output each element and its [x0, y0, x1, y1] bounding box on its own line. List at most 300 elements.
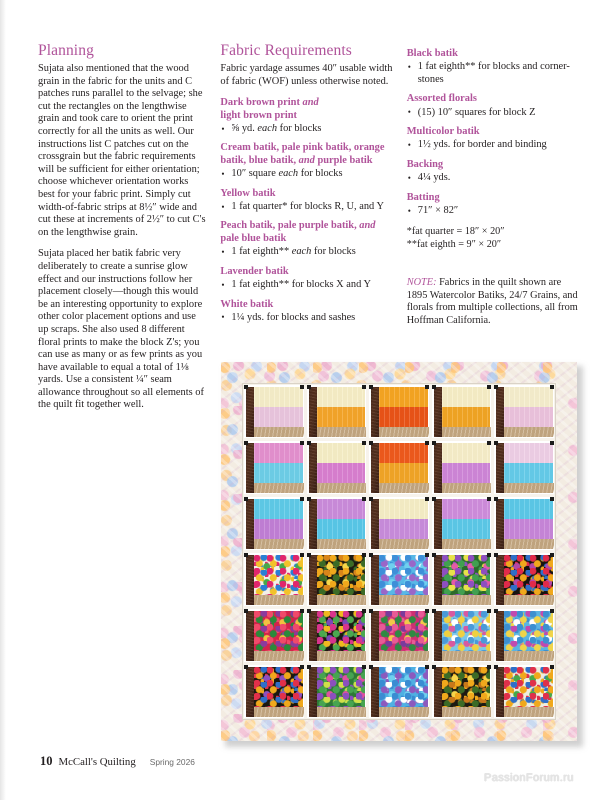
quilt-block-sill	[373, 595, 429, 605]
fabric-bullet	[407, 172, 583, 184]
quilt-cornerstone	[425, 497, 429, 501]
quilt-block	[369, 497, 429, 550]
quilt-cornerstone	[369, 553, 373, 557]
page-number: 10	[40, 754, 53, 768]
quilt-block-post	[434, 443, 442, 493]
fabric-requirements-heading: Fabric Requirements	[220, 42, 352, 59]
quilt-block-pane	[254, 443, 303, 483]
quilt-block-post	[496, 443, 504, 493]
quilt-block-pane	[379, 387, 428, 427]
fabric-item-label	[407, 192, 583, 204]
quilt-block-post	[246, 611, 254, 661]
quilt-cornerstone	[432, 553, 436, 557]
quilt-block-pane	[317, 499, 366, 539]
quilt-block	[432, 497, 492, 550]
quilt-block-pane	[379, 499, 428, 539]
text-run: pale blue batik	[220, 232, 287, 244]
quilt-cornerstone	[307, 553, 311, 557]
planning-paragraph: Sujata also mentioned that the wood grain in the fabric for the units and C patches runs parallel to the selvage; she cut the rectangles on the lengthwise grain and took care to orient the print correctly for all the units as well. Our instructions list C patches cut on the crossgrain but the fabric requirements will be sufficient for either orientation; choose whichever orientation works best for your fabric print. Simply cut width-of-fabric strips at 8½″ wide and cut these at increments of 2½″ to cut C's on the lengthwise grain.	[38, 63, 206, 238]
fabric-item-label	[220, 266, 392, 278]
text-run: Lavender batik	[220, 265, 289, 277]
quilt-block-floral	[379, 611, 428, 651]
quilt-block-sill	[373, 539, 429, 549]
quilt-block-band	[379, 443, 428, 463]
fabric-bullet	[220, 279, 392, 291]
fabric-bullet	[220, 201, 392, 213]
quilt-cornerstone	[425, 609, 429, 613]
quilt-block	[244, 665, 304, 718]
quilt-block-sill	[436, 595, 492, 605]
quilt-cornerstone	[487, 553, 491, 557]
quilt-block	[494, 553, 554, 606]
quilt-cornerstone	[487, 497, 491, 501]
quilt-block-pane	[379, 555, 428, 595]
fabric-item-label	[407, 126, 583, 138]
fabric-item-bullets	[220, 201, 392, 213]
text-run: for blocks	[277, 123, 322, 135]
quilt-block-grid	[244, 385, 554, 718]
quilt-block-sill	[311, 427, 367, 437]
quilt-block-pane	[254, 667, 303, 707]
page-footer	[40, 754, 195, 769]
quilt-cornerstone	[487, 385, 491, 389]
text-run: and	[298, 154, 315, 166]
quilt-block-band	[317, 407, 366, 427]
quilt-block-pane	[442, 387, 491, 427]
quilt-cornerstone	[307, 609, 311, 613]
quilt-cornerstone	[487, 441, 491, 445]
quilt-block-sill	[373, 427, 429, 437]
quilt-block-band	[254, 407, 303, 427]
text-run: purple batik	[314, 154, 373, 166]
quilt-block-band	[317, 463, 366, 483]
quilt-block-pane	[442, 555, 491, 595]
quilt-block-sill	[248, 427, 304, 437]
fabric-list-column-3	[407, 48, 583, 217]
quilt-block	[307, 385, 367, 438]
quilt-cornerstone	[244, 553, 248, 557]
quilt-cornerstone	[432, 609, 436, 613]
quilt-block-post	[246, 443, 254, 493]
note-label: NOTE:	[406, 277, 437, 289]
quilt-cornerstone	[362, 553, 366, 557]
quilt-cornerstone	[244, 665, 248, 669]
quilt-cornerstone	[362, 441, 366, 445]
quilt-block-post	[246, 499, 254, 549]
fabric-item-bullets	[407, 139, 583, 151]
quilt-block-post	[434, 499, 442, 549]
fabric-item-label-line2: light brown print	[220, 109, 298, 121]
quilt-block-band	[504, 443, 553, 463]
quilt-cornerstone	[369, 497, 373, 501]
quilt-cornerstone	[244, 497, 248, 501]
watermark: PassionForum.ru	[484, 772, 574, 784]
quilt-block-band	[379, 463, 428, 483]
quilt-block-band	[379, 499, 428, 519]
fabric-item-label	[407, 93, 583, 105]
issue-date: Spring 2026	[149, 757, 195, 767]
quilt-cornerstone	[307, 497, 311, 501]
quilt-block-band	[317, 499, 366, 519]
quilt-block-post	[371, 443, 379, 493]
column-planning	[38, 42, 206, 412]
quilt-block-band	[317, 519, 366, 539]
quilt-block-sill	[373, 707, 429, 717]
quilt-block-sill	[248, 483, 304, 493]
quilt-block-sill	[436, 539, 492, 549]
quilt-block-pane	[317, 667, 366, 707]
quilt-block-sill	[498, 651, 554, 661]
quilt-block	[432, 609, 492, 662]
text-run: Assorted florals	[406, 93, 477, 105]
quilt-cornerstone	[494, 665, 498, 669]
quilt-cornerstone	[362, 665, 366, 669]
quilt-block-post	[246, 667, 254, 717]
fabric-item-bullets	[220, 279, 392, 291]
quilt-cornerstone	[494, 553, 498, 557]
quilt-cornerstone	[362, 609, 366, 613]
quilt-block-post	[496, 499, 504, 549]
quilt-cornerstone	[300, 665, 304, 669]
quilt-cornerstone	[494, 497, 498, 501]
fabric-note	[407, 277, 583, 327]
quilt-block-post	[309, 387, 317, 437]
quilt-cornerstone	[362, 385, 366, 389]
fabric-item-label	[407, 159, 583, 171]
quilt-cornerstone	[300, 609, 304, 613]
quilt-cornerstone	[307, 385, 311, 389]
text-run: Black batik	[406, 48, 458, 59]
quilt-block	[369, 385, 429, 438]
fabric-item-label	[220, 188, 392, 200]
text-run: each	[278, 168, 299, 180]
fabric-bullet	[407, 139, 583, 151]
fabric-item-bullets	[220, 168, 392, 180]
quilt-block-post	[434, 555, 442, 605]
quilt-block-floral	[317, 667, 366, 707]
quilt-block-post	[371, 555, 379, 605]
quilt-cornerstone	[369, 665, 373, 669]
quilt-cornerstone	[244, 441, 248, 445]
quilt-block-post	[496, 555, 504, 605]
quilt-cornerstone	[550, 497, 554, 501]
fabric-item-bullets	[220, 312, 392, 324]
quilt-block	[432, 385, 492, 438]
fabric-bullet	[407, 61, 583, 86]
quilt-block-sill	[436, 483, 492, 493]
quilt-block-post	[371, 387, 379, 437]
quilt-block	[369, 665, 429, 718]
quilt-block-pane	[504, 555, 553, 595]
quilt-block-band	[442, 407, 491, 427]
quilt-block-band	[254, 519, 303, 539]
text-run: Dark brown print	[220, 97, 303, 109]
quilt-block-pane	[504, 499, 553, 539]
quilt-block-pane	[317, 443, 366, 483]
text-run: each	[257, 123, 278, 135]
quilt-block-band	[379, 387, 428, 407]
quilt-block-sill	[498, 595, 554, 605]
quilt-cornerstone	[362, 497, 366, 501]
text-run: (15) 10″ squares for block Z	[417, 106, 536, 118]
quilt-block-floral	[254, 667, 303, 707]
fabric-bullet	[220, 246, 392, 258]
quilt-cornerstone	[550, 665, 554, 669]
quilt-cornerstone	[244, 385, 248, 389]
text-run: 1 fat eighth**	[231, 246, 292, 258]
quilt-block-floral	[442, 555, 491, 595]
fabric-bullet	[407, 205, 583, 217]
quilt-block	[307, 609, 367, 662]
quilt-block-sill	[311, 483, 367, 493]
quilt-block	[307, 665, 367, 718]
quilt-cornerstone	[550, 609, 554, 613]
quilt-block-band	[504, 519, 553, 539]
quilt-inner-field	[242, 383, 556, 720]
quilt-block-sill	[311, 539, 367, 549]
quilt-block-sill	[498, 539, 554, 549]
quilt-cornerstone	[300, 553, 304, 557]
fabric-footnotes	[407, 226, 583, 251]
fabric-bullet	[220, 168, 392, 180]
text-run: 1 fat eighth** for blocks and corner-stones	[417, 61, 570, 85]
quilt-cornerstone	[300, 441, 304, 445]
quilt-block-band	[442, 387, 491, 407]
quilt-block-pane	[379, 611, 428, 651]
fabric-item-label	[407, 48, 583, 60]
quilt-block-sill	[373, 651, 429, 661]
quilt-block	[494, 385, 554, 438]
text-run: 1¼ yds. for blocks and sashes	[231, 311, 356, 323]
quilt-block-post	[496, 667, 504, 717]
quilt-block	[244, 441, 304, 494]
text-run: 1 fat quarter* for blocks R, U, and Y	[231, 201, 384, 213]
fabric-bullet	[220, 312, 392, 324]
fabric-item-bullets	[220, 246, 392, 258]
quilt-cornerstone	[432, 497, 436, 501]
quilt-block-post	[309, 611, 317, 661]
quilt-block	[494, 497, 554, 550]
quilt-block	[432, 553, 492, 606]
planning-heading: Planning	[38, 42, 94, 59]
quilt-block-pane	[442, 443, 491, 483]
planning-paragraph: Sujata placed her batik fabric very deliberately to create a sunrise glow effect and our instructions follow her placement closely—though this would be an interesting opportunity to explore other color placement options and use up scraps. She also used 8 different floral prints to make the block Z's; you can use as many or as few prints as you have available to equal a total of 1⅛ yards. Use a consistent ¼″ seam allowance throughout so all elements of the quilt fit together well.	[38, 248, 204, 411]
quilt-block-sill	[498, 483, 554, 493]
quilt-block-sill	[311, 595, 367, 605]
quilt-block-band	[442, 443, 491, 463]
quilt-block	[244, 385, 304, 438]
quilt-cornerstone	[494, 385, 498, 389]
quilt-block	[307, 497, 367, 550]
quilt-block-sill	[248, 651, 304, 661]
quilt-block	[307, 441, 367, 494]
text-run: 1½ yds. for border and binding	[417, 139, 547, 151]
quilt-block-band	[442, 499, 491, 519]
text-run: and	[302, 97, 319, 109]
column-fabric-requirements	[220, 42, 392, 412]
quilt-cornerstone	[487, 665, 491, 669]
quilt-block	[369, 441, 429, 494]
quilt-block-post	[309, 443, 317, 493]
quilt-block-pane	[379, 443, 428, 483]
quilt-block-band	[504, 407, 553, 427]
note-text: Fabrics in the quilt shown are 1895 Watercolor Batiks, 24/7 Grains, and florals from multiple collections, all from Hoffman California.	[406, 277, 578, 327]
quilt-block-sill	[248, 539, 304, 549]
quilt-cornerstone	[425, 441, 429, 445]
text-run: ⅝ yd.	[231, 123, 258, 135]
quilt-block	[244, 553, 304, 606]
quilt-block-post	[434, 611, 442, 661]
fabric-item-label	[220, 220, 392, 245]
fabric-item-bullets	[407, 61, 583, 86]
quilt-block-band	[504, 387, 553, 407]
text-columns	[38, 42, 583, 412]
fabric-item-label	[220, 299, 392, 311]
text-run: each	[291, 246, 312, 258]
text-run: for blocks	[298, 168, 343, 180]
quilt-block-floral	[254, 611, 303, 651]
quilt-block-post	[246, 555, 254, 605]
quilt-block-post	[371, 499, 379, 549]
quilt-cornerstone	[369, 609, 373, 613]
quilt-block-pane	[379, 667, 428, 707]
quilt-block-band	[442, 519, 491, 539]
quilt-block-floral	[317, 555, 366, 595]
text-run: White batik	[220, 298, 274, 310]
planning-paragraphs	[38, 63, 206, 412]
quilt-block-pane	[504, 387, 553, 427]
quilt-block	[244, 497, 304, 550]
quilt-block	[244, 609, 304, 662]
fabric-item-bullets	[407, 205, 583, 217]
quilt-block-sill	[436, 707, 492, 717]
quilt-block	[307, 553, 367, 606]
text-run: for blocks	[311, 246, 356, 258]
quilt-cornerstone	[244, 609, 248, 613]
quilt-cornerstone	[307, 441, 311, 445]
quilt-cornerstone	[494, 609, 498, 613]
quilt-block-band	[504, 499, 553, 519]
fabric-intro-text: Fabric yardage assumes 40″ usable width of fabric (WOF) unless otherwise noted.	[220, 63, 393, 87]
fabric-item-bullets	[407, 107, 583, 119]
quilt-block-pane	[504, 443, 553, 483]
quilt-block-band	[442, 463, 491, 483]
column-fabric-requirements-continued	[407, 42, 583, 412]
quilt-cornerstone	[425, 665, 429, 669]
quilt-block-band	[254, 387, 303, 407]
quilt-block-pane	[317, 387, 366, 427]
text-run: and	[359, 220, 376, 232]
quilt-cornerstone	[432, 385, 436, 389]
quilt-cornerstone	[307, 665, 311, 669]
fabric-bullet	[220, 123, 392, 135]
quilt-block	[494, 665, 554, 718]
quilt-block-band	[254, 443, 303, 463]
quilt-block-band	[317, 387, 366, 407]
fabric-item-bullets	[407, 172, 583, 184]
quilt-block-band	[254, 463, 303, 483]
quilt-block-post	[309, 499, 317, 549]
fabric-bullet	[407, 107, 583, 119]
quilt-block-post	[309, 667, 317, 717]
text-run: 10″ square	[231, 168, 279, 180]
quilt-cornerstone	[425, 385, 429, 389]
text-run: Multicolor batik	[406, 126, 480, 138]
quilt-block-post	[496, 387, 504, 437]
quilt-block-post	[371, 667, 379, 717]
quilt-block-floral	[442, 667, 491, 707]
quilt-block-band	[379, 519, 428, 539]
quilt-block-pane	[442, 667, 491, 707]
quilt-block-sill	[311, 707, 367, 717]
quilt-block-band	[504, 463, 553, 483]
quilt-block	[369, 609, 429, 662]
quilt-cornerstone	[487, 609, 491, 613]
quilt-cornerstone	[494, 441, 498, 445]
quilt-block-sill	[498, 427, 554, 437]
quilt-image	[221, 362, 577, 741]
quilt-photo	[221, 362, 583, 747]
quilt-block-floral	[442, 611, 491, 651]
quilt-block-pane	[254, 555, 303, 595]
quilt-block-pane	[254, 611, 303, 651]
quilt-block-pane	[254, 387, 303, 427]
quilt-block-floral	[254, 555, 303, 595]
text-run: Cream batik, pale pink batik, orange batik, blue batik,	[220, 142, 385, 166]
quilt-cornerstone	[369, 385, 373, 389]
quilt-cornerstone	[432, 665, 436, 669]
quilt-block-post	[309, 555, 317, 605]
quilt-block-post	[434, 387, 442, 437]
quilt-block-post	[246, 387, 254, 437]
page-left-edge-shadow	[0, 0, 6, 800]
quilt-block-band	[254, 499, 303, 519]
text-run: Peach batik, pale purple batik,	[220, 220, 360, 232]
quilt-cornerstone	[300, 385, 304, 389]
quilt-block-floral	[504, 611, 553, 651]
quilt-block-floral	[504, 667, 553, 707]
text-run: Backing	[406, 158, 444, 170]
quilt-block	[494, 609, 554, 662]
quilt-block-floral	[379, 555, 428, 595]
quilt-block-pane	[317, 611, 366, 651]
text-run: 71″ × 82″	[417, 205, 459, 217]
quilt-cornerstone	[369, 441, 373, 445]
fabric-footnote: **fat eighth = 9″ × 20″	[406, 238, 502, 250]
quilt-block-pane	[442, 499, 491, 539]
fabric-list-column-2	[220, 97, 392, 324]
text-run: Batting	[406, 191, 440, 203]
quilt-block-pane	[504, 667, 553, 707]
quilt-cornerstone	[550, 441, 554, 445]
text-run: Yellow batik	[220, 187, 276, 199]
quilt-block	[494, 441, 554, 494]
quilt-block-post	[434, 667, 442, 717]
quilt-block-pane	[254, 499, 303, 539]
quilt-cornerstone	[550, 553, 554, 557]
quilt-block-band	[379, 407, 428, 427]
quilt-block-pane	[317, 555, 366, 595]
quilt-block-band	[317, 443, 366, 463]
quilt-cornerstone	[432, 441, 436, 445]
fabric-item-bullets	[220, 123, 392, 135]
quilt-block-sill	[436, 651, 492, 661]
quilt-cornerstone	[300, 497, 304, 501]
quilt-block-post	[371, 611, 379, 661]
text-run: 1 fat eighth** for blocks X and Y	[231, 279, 371, 291]
quilt-block-floral	[379, 667, 428, 707]
quilt-cornerstone	[425, 553, 429, 557]
